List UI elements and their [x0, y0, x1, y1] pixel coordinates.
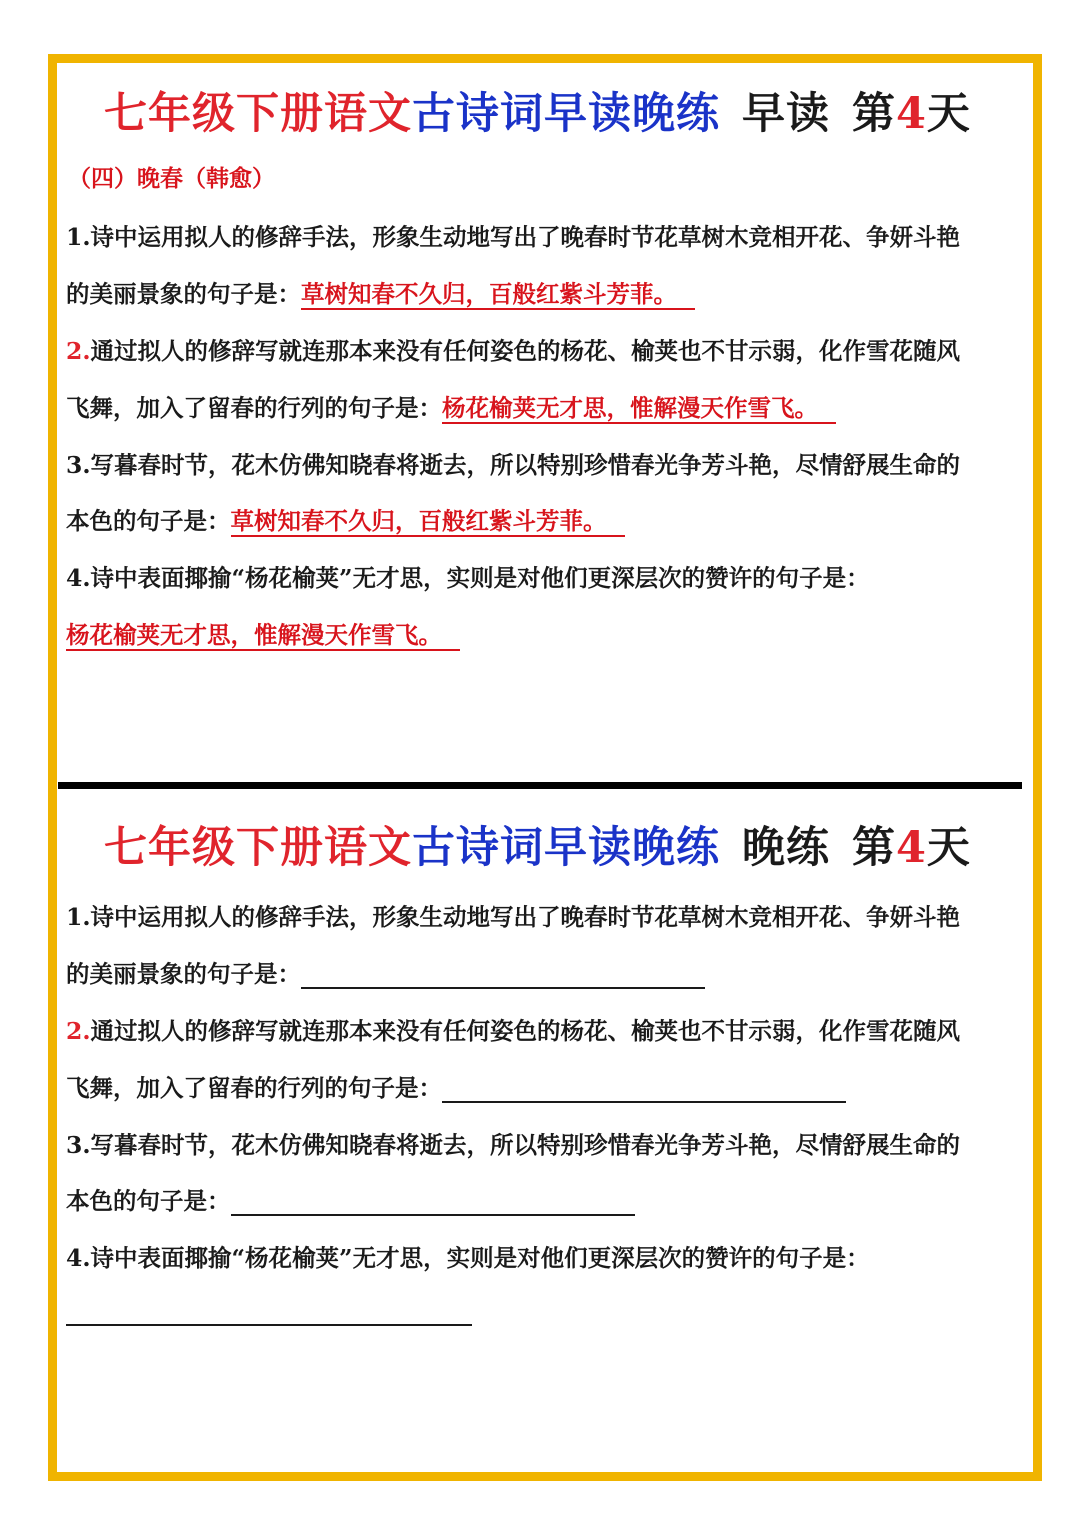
evening-q3-line2	[66, 1182, 1026, 1216]
title-series: 古诗词早读晚练	[412, 89, 720, 139]
evening-q1-stem: 的美丽景象的句子是：	[66, 960, 301, 988]
title-tag: 早读	[742, 89, 830, 139]
title-day-number: 4	[896, 89, 927, 139]
title-grade: 七年级下册语文	[104, 823, 412, 873]
morning-q3-line1: 3.写暮春时节，花木仿佛知晓春将逝去，所以特别珍惜春光争芳斗艳，尽情舒展生命的	[66, 451, 961, 479]
morning-q3-line2	[66, 502, 1026, 536]
evening-q2-answer-blank[interactable]	[442, 1075, 846, 1103]
title-tag: 晚练	[742, 823, 830, 873]
evening-q1-line2	[66, 955, 1026, 989]
morning-q3-answer: 草树知春不久归，百般红紫斗芳菲。	[231, 507, 625, 537]
evening-q2-line1	[66, 1012, 1026, 1046]
title-day-number: 4	[896, 823, 927, 873]
evening-title	[104, 814, 971, 875]
section-divider	[58, 782, 1022, 789]
evening-q2-stem: 通过拟人的修辞写就连那本来没有任何姿色的杨花、榆荚也不甘示弱，化作雪花随风	[90, 1017, 961, 1045]
morning-q4-line2	[66, 616, 1026, 650]
evening-q3-line1: 3.写暮春时节，花木仿佛知晓春将逝去，所以特别珍惜春光争芳斗艳，尽情舒展生命的	[66, 1131, 961, 1159]
title-day-suffix: 天	[926, 89, 971, 139]
title-series: 古诗词早读晚练	[412, 823, 720, 873]
morning-q1-stem: 的美丽景象的句子是：	[66, 280, 301, 308]
morning-q2-line2	[66, 389, 1026, 423]
evening-q4-line2	[66, 1298, 1026, 1326]
title-day-suffix: 天	[926, 823, 971, 873]
morning-q1-line2	[66, 275, 1026, 309]
title-grade: 七年级下册语文	[104, 89, 412, 139]
morning-q3-stem: 本色的句子是：	[66, 507, 231, 535]
morning-q1-line1: 1.诗中运用拟人的修辞手法，形象生动地写出了晚春时节花草树木竞相开花、争妍斗艳	[66, 223, 961, 251]
title-day-prefix: 第	[852, 823, 896, 873]
evening-q2-stem-cont: 飞舞，加入了留春的行列的句子是：	[66, 1074, 442, 1102]
evening-q3-answer-blank[interactable]	[231, 1188, 635, 1216]
evening-q2-number: 2.	[66, 1017, 91, 1045]
evening-q4-answer-blank[interactable]	[66, 1298, 472, 1326]
morning-q2-number: 2.	[66, 337, 91, 365]
evening-q4-line1: 4.诗中表面揶揄“杨花榆荚”无才思，实则是对他们更深层次的赞许的句子是：	[66, 1244, 870, 1272]
evening-q3-stem: 本色的句子是：	[66, 1187, 231, 1215]
morning-q1-answer: 草树知春不久归，百般红紫斗芳菲。	[301, 280, 695, 310]
morning-q4-answer: 杨花榆荚无才思，惟解漫天作雪飞。	[66, 621, 460, 651]
title-day-prefix: 第	[852, 89, 896, 139]
morning-q4-line1: 4.诗中表面揶揄“杨花榆荚”无才思，实则是对他们更深层次的赞许的句子是：	[66, 564, 870, 592]
morning-q2-stem: 通过拟人的修辞写就连那本来没有任何姿色的杨花、榆荚也不甘示弱，化作雪花随风	[90, 337, 961, 365]
morning-title	[104, 80, 971, 141]
evening-q1-answer-blank[interactable]	[301, 961, 705, 989]
poem-heading: （四）晚春（韩愈）	[68, 165, 275, 192]
morning-q2-answer: 杨花榆荚无才思，惟解漫天作雪飞。	[442, 394, 836, 424]
evening-q2-line2	[66, 1069, 1026, 1103]
morning-q2-stem-cont: 飞舞，加入了留春的行列的句子是：	[66, 394, 442, 422]
evening-q1-line1: 1.诗中运用拟人的修辞手法，形象生动地写出了晚春时节花草树木竞相开花、争妍斗艳	[66, 903, 961, 931]
morning-q2-line1	[66, 332, 1026, 366]
